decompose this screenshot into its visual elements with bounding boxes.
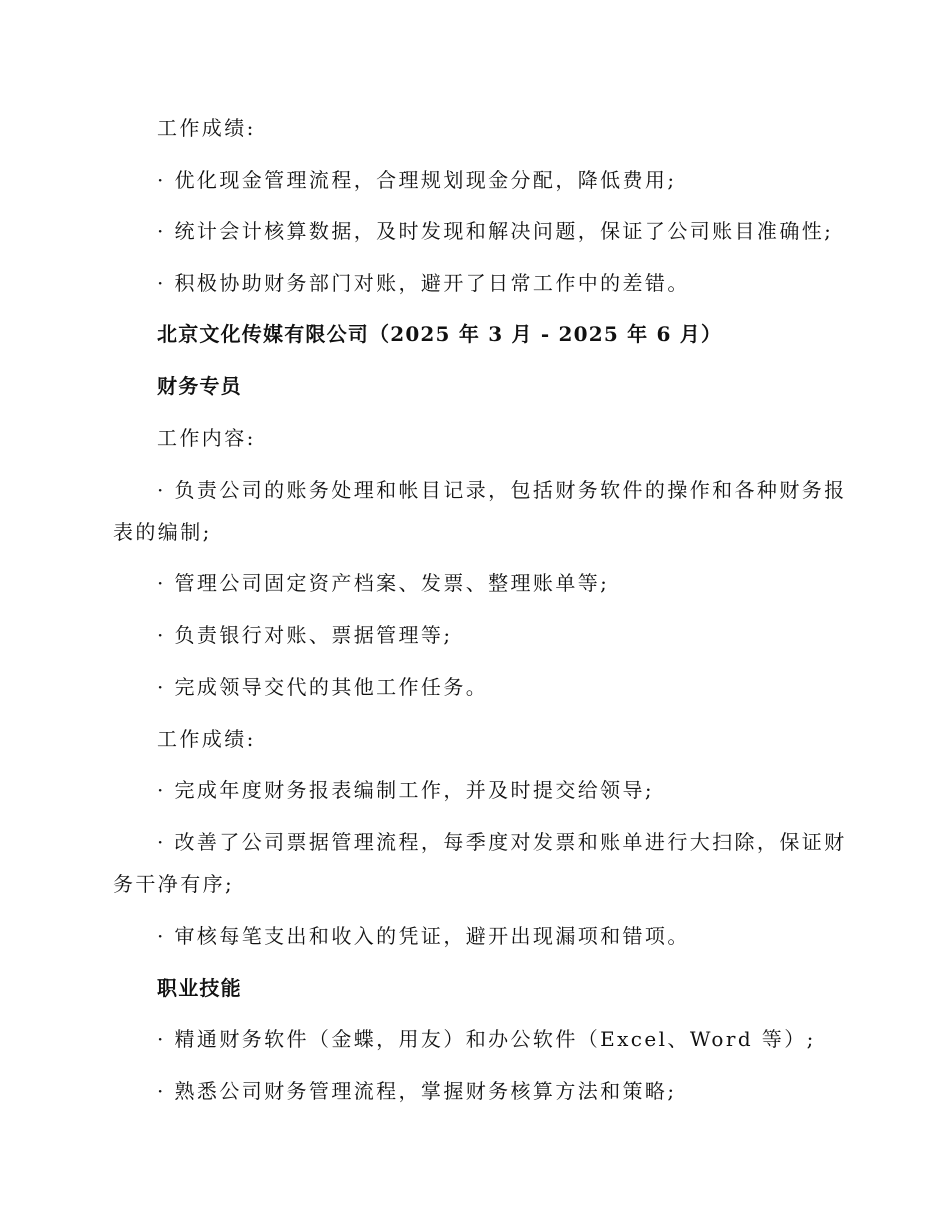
skill-item: · 精通财务软件（金蝶，用友）和办公软件（Excel、Word 等）; [157, 1027, 816, 1051]
achievement-item: · 优化现金管理流程，合理规划现金分配，降低费用; [157, 168, 677, 192]
achievements-label: 工作成绩: [157, 116, 256, 140]
duty-item: · 完成领导交代的其他工作任务。 [157, 675, 489, 699]
achievement-item: · 统计会计核算数据，及时发现和解决问题，保证了公司账目准确性; [157, 219, 834, 243]
achievement-item: · 改善了公司票据管理流程，每季度对发票和账单进行大扫除，保证财 [157, 830, 847, 854]
duty-item: · 管理公司固定资产档案、发票、整理账单等; [157, 571, 610, 595]
achievement-item: · 完成年度财务报表编制工作，并及时提交给领导; [157, 778, 655, 802]
duty-item: · 负责公司的账务处理和帐目记录，包括财务软件的操作和各种财务报 [157, 478, 847, 502]
skills-heading: 职业技能 [157, 976, 242, 1000]
achievement-item-continuation: 务干净有序; [113, 872, 235, 896]
duty-item-continuation: 表的编制; [113, 520, 212, 544]
duties-label: 工作内容: [157, 426, 256, 450]
skill-item: · 熟悉公司财务管理流程，掌握财务核算方法和策略; [157, 1079, 677, 1103]
role-heading: 财务专员 [157, 374, 242, 398]
achievements-label: 工作成绩: [157, 727, 256, 751]
achievement-item: · 积极协助财务部门对账，避开了日常工作中的差错。 [157, 271, 690, 295]
company-heading: 北京文化传媒有限公司（2025 年 3 月 - 2025 年 6 月） [157, 322, 723, 346]
achievement-item: · 审核每笔支出和收入的凭证，避开出现漏项和错项。 [157, 924, 690, 948]
duty-item: · 负责银行对账、票据管理等; [157, 623, 453, 647]
